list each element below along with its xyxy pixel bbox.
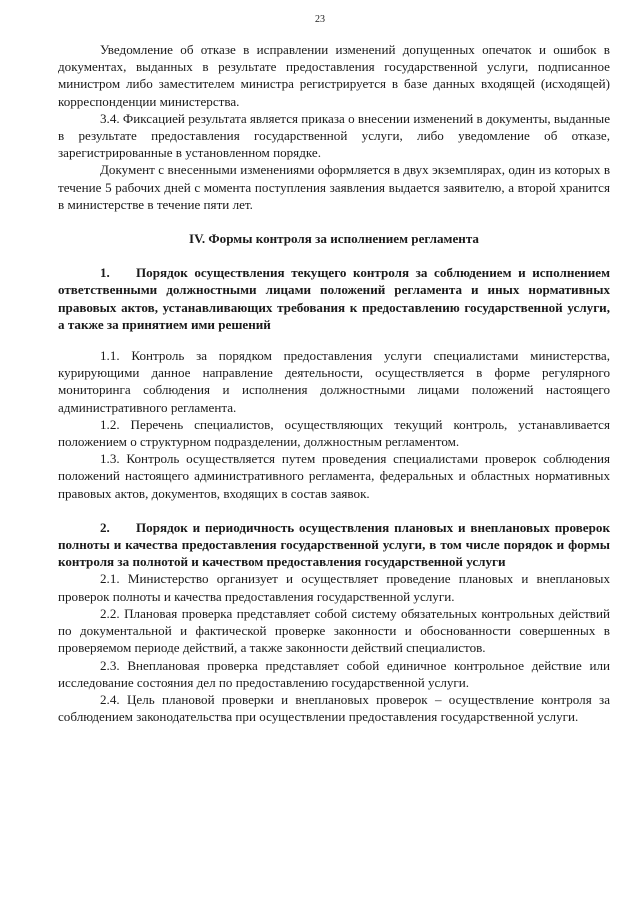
paragraph-1-3: 1.3. Контроль осуществляется путем проведения специалистами проверок соблюдения положений настоящего административного регламента, федеральных и областных нормативных правовых актов, документов, входящих в состав заявок.	[58, 451, 610, 501]
subsection-1-heading	[58, 264, 610, 333]
subsection-1-number: 1.	[100, 265, 110, 281]
paragraph-notice-refusal: Уведомление об отказе в исправлении изменений допущенных опечаток и ошибок в документах, выданных в результате предоставления государственной услуги, подписанное министром либо заместителем министра регистрируется в базе данных входящей (исходящей) корреспонденции министерства.	[58, 42, 610, 109]
subsection-1-heading-text: Порядок осуществления текущего контроля за соблюдением и исполнением ответственными должностными лицами положений регламента и иных нормативных правовых актов, устанавливающих требования к предоставлению государственной услуги, а также за принятием ими решений	[58, 265, 610, 332]
paragraph-copies: Документ с внесенными изменениями оформляется в двух экземплярах, один из которых в течение 5 рабочих дней с момента поступления заявления выдается заявителю, а второй хранится в министерстве в течение пяти лет.	[58, 162, 610, 212]
section-title: IV. Формы контроля за исполнением регламента	[189, 231, 479, 247]
paragraph-1-2: 1.2. Перечень специалистов, осуществляющих текущий контроль, устанавливается положением о структурном подразделении, должностным регламентом.	[58, 416, 610, 450]
paragraph-1-1: 1.1. Контроль за порядком предоставления услуги специалистами министерства, курирующими данное направление деятельности, осуществляется в форме регулярного мониторинга соблюдения и исполнения должностными лицами положений настоящего административного регламента.	[58, 348, 610, 415]
subsection-2-number: 2.	[100, 519, 110, 535]
paragraph-2-2: 2.2. Плановая проверка представляет собой систему обязательных контрольных действий по документальной и фактической проверке законности и обоснованности совершенных в проверяемом периоде действий, а также законности действий специалистов.	[58, 605, 610, 656]
subsection-2-heading	[58, 519, 610, 571]
subsection-2-heading-text: Порядок и периодичность осуществления плановых и внеплановых проверок полноты и качества предоставления государственной услуги, в том числе порядок и формы контроля за полнотой и качеством предоставления государственной услуги	[58, 519, 610, 570]
paragraph-2-3: 2.3. Внеплановая проверка представляет собой единичное контрольное действие или исследование состояния дел по предоставлению государственной услуги.	[58, 657, 610, 690]
page-number: 23	[315, 14, 325, 25]
paragraph-2-4: 2.4. Цель плановой проверки и внеплановых проверок – осуществление контроля за соблюдением законодательства при осуществлении предоставления государственной услуги.	[58, 691, 610, 725]
paragraph-3-4: 3.4. Фиксацией результата является приказа о внесении изменений в документы, выданные в результате предоставления государственной услуги, либо уведомление об отказе, зарегистрированные в установленном порядке.	[58, 110, 610, 161]
document-body	[58, 41, 610, 725]
paragraph-2-1: 2.1. Министерство организует и осуществляет проведение плановых и внеплановых проверок полноты и качества предоставления государственной услуги.	[58, 571, 610, 604]
